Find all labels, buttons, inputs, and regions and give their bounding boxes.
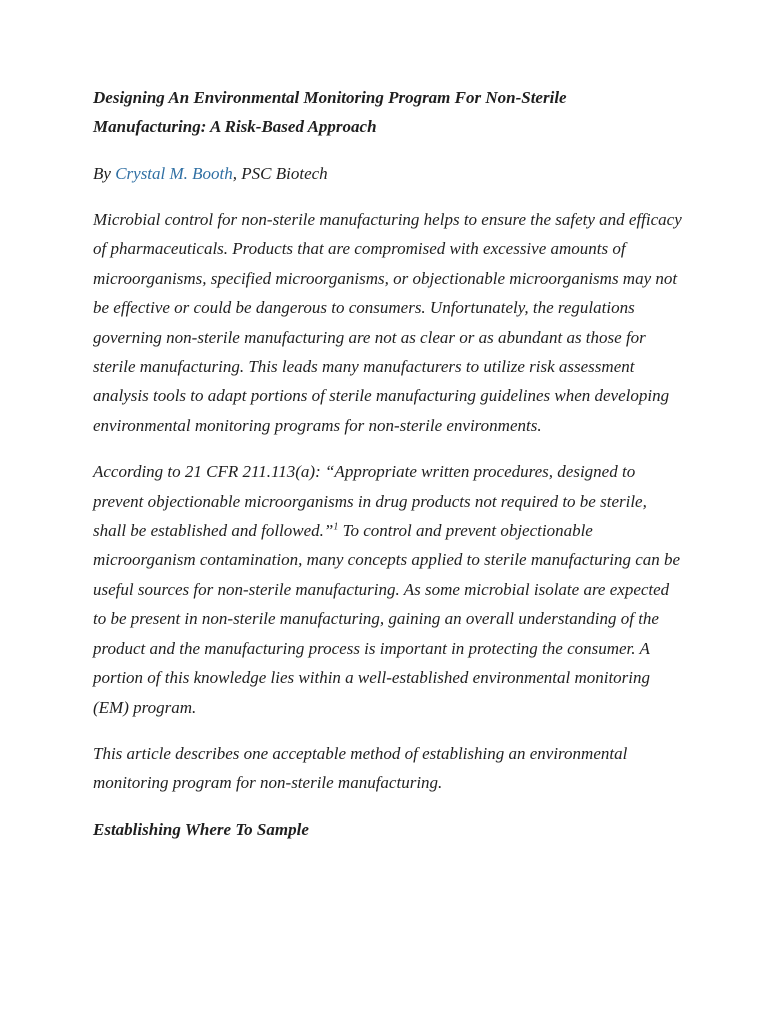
section-heading: Establishing Where To Sample (93, 819, 309, 839)
paragraph-intro: Microbial control for non-sterile manufacturing helps to ensure the safety and efficacy of pharmaceuticals. Products that are compromised with excessive amounts of microorganisms, specified microorganisms, or objectionable microorganisms may not be effective or could be dangerous to consumers. Unfortunately, the regulations governing non-sterile manufacturing are not as clear or as abundant as those for sterile manufacturing. This leads many manufacturers to utilize risk assessment analysis tools to adapt portions of sterile manufacturing guidelines when developing environmental monitoring programs for non-sterile environments. (93, 210, 682, 435)
footnote-reference[interactable]: 1 (333, 521, 339, 533)
byline-prefix: By (93, 164, 116, 183)
byline (93, 159, 683, 188)
author-link[interactable]: Crystal M. Booth (115, 164, 233, 183)
byline-affiliation: , PSC Biotech (232, 164, 328, 183)
paragraph-summary: This article describes one acceptable method of establishing an environmental monitoring program for non-sterile manufacturing. (93, 743, 628, 793)
article (93, 83, 683, 844)
article-title: Designing An Environmental Monitoring Program For Non-Sterile Manufacturing: A Risk-Based Approach (93, 88, 567, 136)
paragraph-regulation (93, 457, 683, 722)
paragraph-regulation-quote: According to 21 CFR 211.113(a): “Appropriate written procedures, designed to prevent objectionable microorganisms in drug products not required to be sterile, shall be established and followed.” (93, 462, 647, 541)
paragraph-regulation-rest: To control and prevent objectionable microorganism contamination, many concepts applied to sterile manufacturing can be useful sources for non-sterile manufacturing. As some microbial isolate are expected to be present in non-sterile manufacturing, gaining an overall understanding of the product and the manufacturing process is important in protecting the consumer. A portion of this knowledge lies within a well-established environmental monitoring (EM) program. (93, 521, 681, 717)
